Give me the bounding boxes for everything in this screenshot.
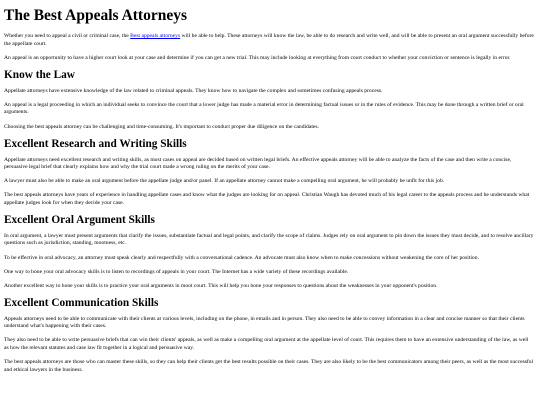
paragraph: To be effective in oral advocacy, an attorney must speak clearly and respectfully with a conversational cadence. An advocate must also know when to make concessions without weakening the core of her position. [4,254,479,261]
intro-text-before: Whether you need to appeal a civil or criminal case, the [4,33,131,40]
page-title: The Best Appeals Attorneys [4,7,187,24]
paragraph: Appellate attorneys have extensive knowledge of the law related to criminal appeals. They know how to navigate the complex and sometimes confusing appeals process. [4,87,383,94]
section-heading-oral-argument: Excellent Oral Argument Skills [4,214,155,227]
paragraph: An appeal is a legal proceeding in which an individual seeks to convince the court that a lower judge has made a material error in determining factual issues or in the rules of evidence. This may be done through a written brief or oral arguments. [4,101,524,116]
section-heading-communication: Excellent Communication Skills [4,297,159,310]
paragraph: In oral argument, a lawyer must present arguments that clarify the issues, substantiate factual and legal points, and clarify the scope of claims. Judges rely on oral argument to pin down the issues they must decide, and to resolve ancillary questions such as jurisdiction, standing, mootness, etc. [4,232,534,247]
intro-paragraph [4,33,534,48]
paragraph: Appeals attorneys need to be able to communicate with their clients at various levels, including on the phone, in emails and in person. They also need to be able to convey information in a clear and concise manner so that their clients understand what's happening with their cases. [4,315,525,330]
section-heading-know-the-law: Know the Law [4,69,75,82]
intro-paragraph-2: An appeal is an opportunity to have a higher court look at your case and determine if you can get a new trial. This may include looking at everything from court conduct to whether your conviction or sentence is legally in error. [4,54,511,61]
best-appeals-attorneys-link[interactable]: Best appeals attorneys [130,33,181,40]
section-heading-research-writing: Excellent Research and Writing Skills [4,138,187,151]
paragraph: The best appeals attorneys have years of experience in handling appellate cases and know what the judges are looking for on appeal. Christian Waugh has devoted much of his legal career to the appeals process and he understands what appellate judges look for when they decide your case. [4,192,530,206]
paragraph: Choosing the best appeals attorney can be challenging and time-consuming. It's important to conduct proper due diligence on the candidates. [4,123,319,130]
intro-text-after: will be able to help. These attorneys will know the law, be able to do research and write well, and will be able to present an oral argument successfully before the appellate court. [4,33,534,47]
paragraph: One way to hone your oral advocacy skills is to listen to recordings of appeals in your court. The Internet has a wide variety of these recordings available. [4,268,349,275]
paragraph: Appellate attorneys need excellent research and writing skills, as most cases on appeal are decided based on written legal briefs. An effective appeals attorney will be able to analyze the facts of the case and then write a concise, persuasive legal brief that clearly explains how and why the trial court made a wrong ruling on the merits of your case. [4,156,512,171]
paragraph: The best appeals attorneys are those who can master these skills, so they can help their clients get the best results possible on their cases. They are also likely to be the best communicators among their peers, as well as the most successful and ethical lawyers in the business. [4,359,534,373]
paragraph: A lawyer must also be able to make an oral argument before the appellate judge and/or panel. If an appellate attorney cannot make a compelling oral argument, he will probably be unfit for this job. [4,178,445,185]
paragraph: Another excellent way to hone your skills is to practice your oral arguments in moot court. This will help you hone your responses to questions about the weaknesses in your opponent's position. [4,282,438,289]
paragraph: They also need to be able to write persuasive briefs that can win their clients' appeals, as well as make a compelling oral argument at the appellate level of court. This requires them to have an extensive understanding of the law, as well as how the relevant statutes and case law fit together in a logical and persuasive way. [4,337,529,352]
